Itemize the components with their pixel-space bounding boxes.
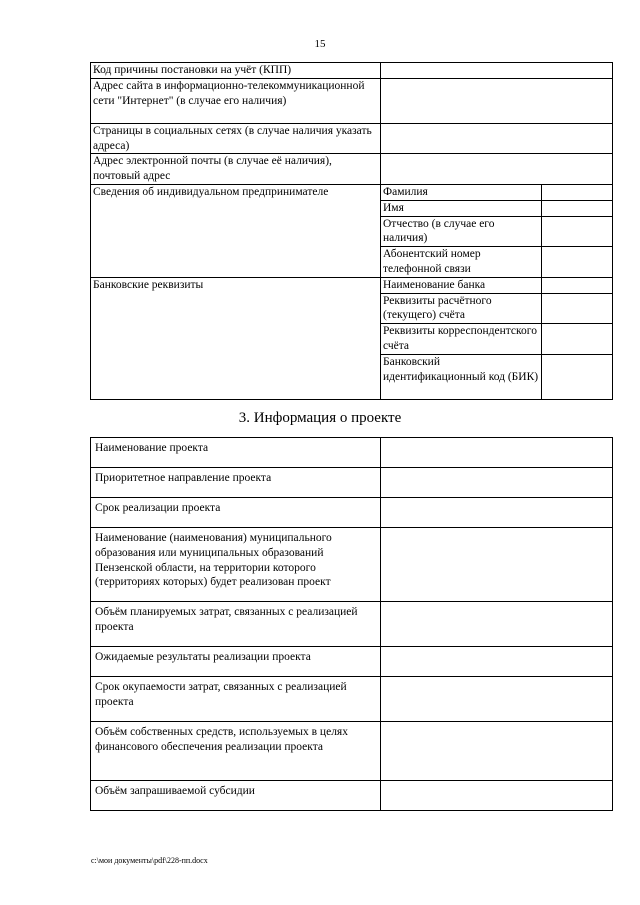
row-label: Адрес электронной почты (в случае её наличия), почтовый адрес: [91, 154, 381, 185]
table-row: [91, 438, 613, 468]
field-label: Банковский идентификационный код (БИК): [381, 354, 542, 399]
ip-section-label: Сведения об индивидуальном предпринимателе: [91, 184, 381, 277]
organization-info-table: [90, 62, 613, 400]
table-row: [91, 123, 613, 154]
row-label: Наименование проекта: [91, 438, 381, 468]
value-cell[interactable]: [542, 184, 613, 200]
page-number: 15: [314, 38, 326, 50]
value-cell[interactable]: [542, 324, 613, 355]
section-heading: 3. Информация о проекте: [238, 410, 402, 426]
field-label: Реквизиты расчётного (текущего) счёта: [381, 293, 542, 324]
field-label: Фамилия: [381, 184, 542, 200]
table-row: [91, 63, 613, 79]
value-cell[interactable]: [381, 677, 613, 722]
table-row: [91, 78, 613, 123]
table-row: [91, 468, 613, 498]
field-label: Отчество (в случае его наличия): [381, 216, 542, 247]
value-cell[interactable]: [381, 528, 613, 602]
value-cell[interactable]: [542, 293, 613, 324]
table-row: [91, 184, 613, 200]
table-row: [91, 277, 613, 293]
table-row: [91, 528, 613, 602]
field-label: Реквизиты корреспондентского счёта: [381, 324, 542, 355]
value-cell[interactable]: [542, 354, 613, 399]
row-label: Объём планируемых затрат, связанных с реализацией проекта: [91, 602, 381, 647]
value-cell[interactable]: [381, 498, 613, 528]
row-label: Наименование (наименования) муниципального образования или муниципальных образований Пензенской области, на территории которого (территориях которых) будет реализован проект: [91, 528, 381, 602]
value-cell[interactable]: [381, 602, 613, 647]
row-label: Объём собственных средств, используемых в целях финансового обеспечения реализации проекта: [91, 722, 381, 781]
value-cell[interactable]: [381, 123, 613, 154]
table-row: [91, 647, 613, 677]
value-cell[interactable]: [542, 216, 613, 247]
row-label: Приоритетное направление проекта: [91, 468, 381, 498]
table-row: [91, 602, 613, 647]
field-label: Имя: [381, 200, 542, 216]
footer-file-path: c:\мои документы\pdf\228-пп.docx: [91, 856, 208, 865]
field-label: Наименование банка: [381, 277, 542, 293]
value-cell[interactable]: [542, 247, 613, 278]
value-cell[interactable]: [381, 781, 613, 811]
bank-section-label: Банковские реквизиты: [91, 277, 381, 399]
row-label: Код причины постановки на учёт (КПП): [91, 63, 381, 79]
value-cell[interactable]: [381, 438, 613, 468]
table-row: [91, 677, 613, 722]
project-info-table: [90, 437, 613, 811]
table-row: [91, 781, 613, 811]
value-cell[interactable]: [381, 722, 613, 781]
value-cell[interactable]: [542, 200, 613, 216]
value-cell[interactable]: [381, 78, 613, 123]
row-label: Срок окупаемости затрат, связанных с реализацией проекта: [91, 677, 381, 722]
value-cell[interactable]: [381, 63, 613, 79]
row-label: Объём запрашиваемой субсидии: [91, 781, 381, 811]
field-label: Абонентский номер телефонной связи: [381, 247, 542, 278]
value-cell[interactable]: [381, 468, 613, 498]
table-row: [91, 722, 613, 781]
row-label: Ожидаемые результаты реализации проекта: [91, 647, 381, 677]
table-row: [91, 498, 613, 528]
value-cell[interactable]: [381, 647, 613, 677]
row-label: Срок реализации проекта: [91, 498, 381, 528]
row-label: Страницы в социальных сетях (в случае наличия указать адреса): [91, 123, 381, 154]
row-label: Адрес сайта в информационно-телекоммуникационной сети "Интернет" (в случае его наличия): [91, 78, 381, 123]
value-cell[interactable]: [381, 154, 613, 185]
value-cell[interactable]: [542, 277, 613, 293]
table-row: [91, 154, 613, 185]
